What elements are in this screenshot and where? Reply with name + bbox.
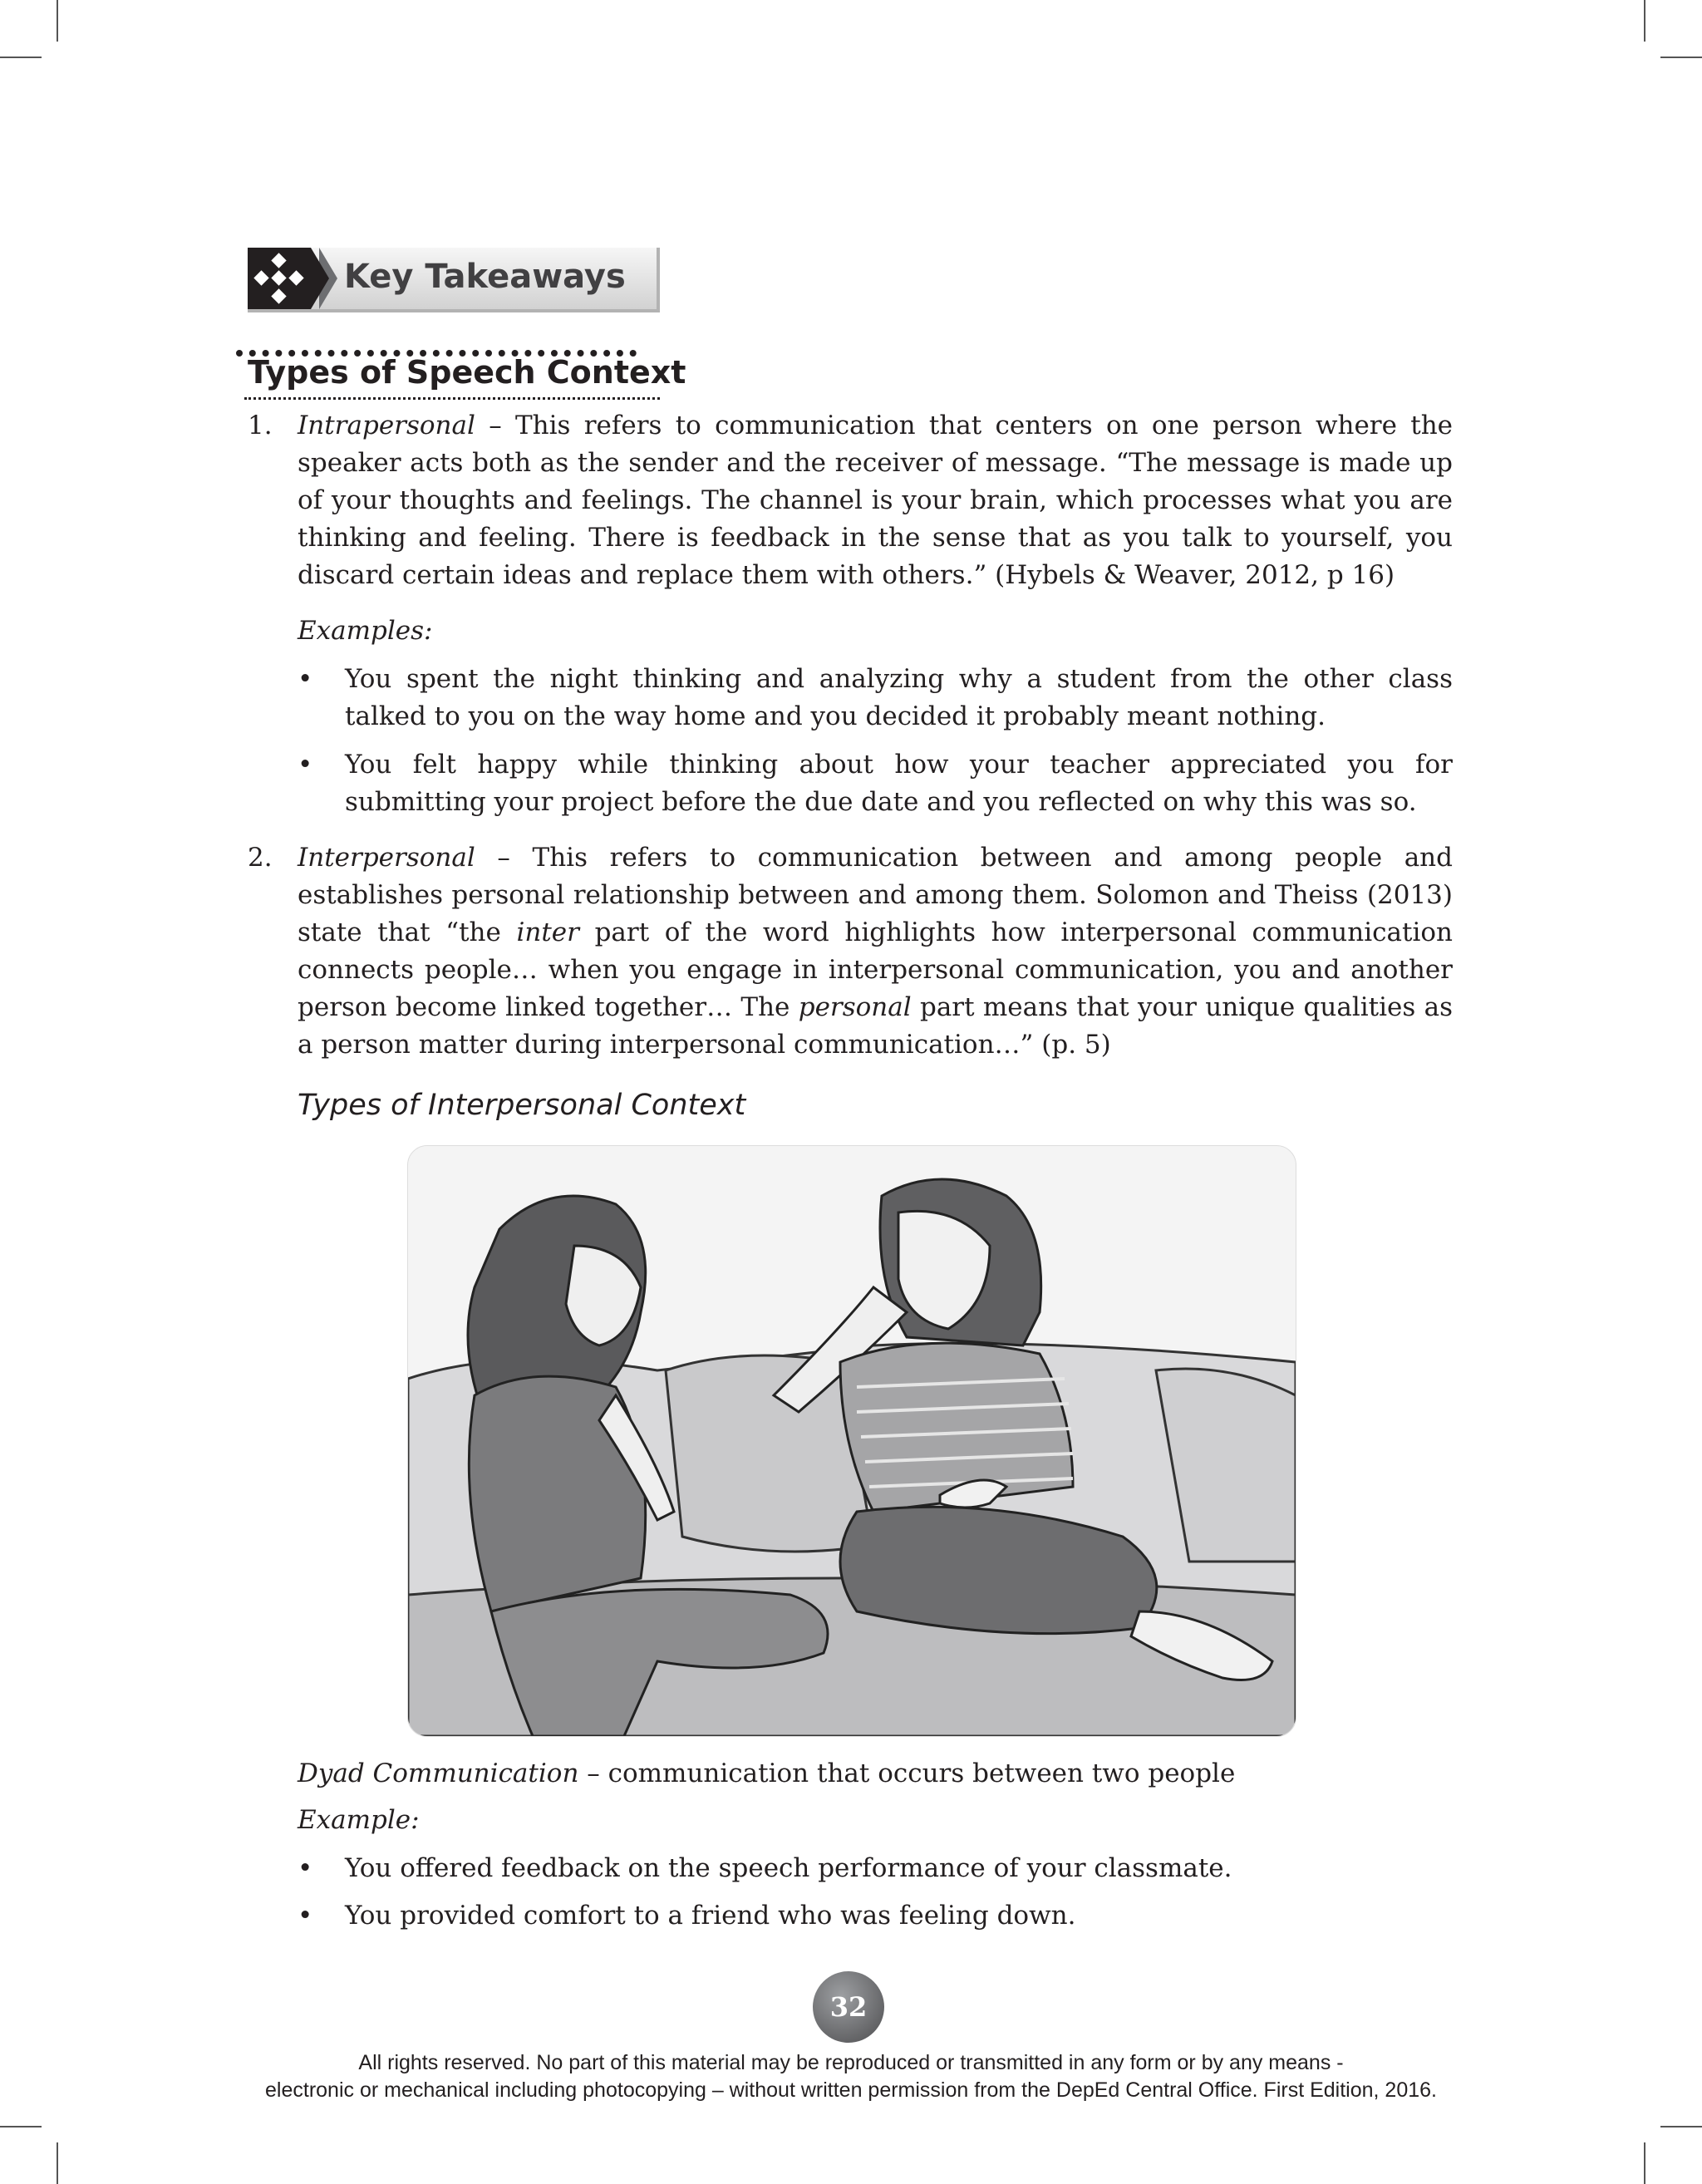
list-number: 2.	[248, 843, 273, 873]
crop-mark	[57, 2142, 58, 2184]
bullet: •	[298, 1853, 313, 1883]
diamond-cluster-icon	[248, 248, 311, 309]
interpersonal-text-b: part of the word highlights how interpersonal communication connects people… when you engage in interpersonal communication, you and another person become linked together… The	[298, 917, 1453, 1022]
subsection-title: Types of Interpersonal Context	[298, 1089, 746, 1122]
crop-mark	[1660, 57, 1702, 58]
example-item: You offered feedback on the speech performance of your classmate.	[345, 1853, 1232, 1883]
term-dyad: Dyad Communication	[298, 1759, 579, 1788]
dyad-definition	[298, 1755, 1453, 1793]
crop-mark	[57, 0, 58, 42]
intrapersonal-text: – This refers to communication that centers on one person where the speaker acts both as the sender and the receiver of message. “The message is made up of your thoughts and feelings. The channel is your brain, which processes what you are thinking and feeling. There is feedback in the sense that as you talk to yourself, you discard certain ideas and replace them with others.” (Hybels & Weaver, 2012, p 16)	[298, 411, 1453, 590]
bullet: •	[298, 1901, 313, 1931]
em-inter: inter	[516, 917, 579, 947]
interpersonal-paragraph	[298, 839, 1453, 1064]
em-personal: personal	[798, 992, 912, 1022]
crop-mark	[1644, 0, 1645, 42]
section-title: Types of Speech Context	[248, 354, 686, 391]
bullet: •	[298, 750, 313, 780]
bullet: •	[298, 664, 313, 694]
chevron-icon	[311, 248, 329, 309]
footer-line: All rights reserved. No part of this material may be reproduced or transmitted in any form or by any means -	[358, 2051, 1344, 2074]
dyad-illustration	[407, 1145, 1296, 1737]
example-label: Example:	[298, 1805, 420, 1835]
dotted-rule	[244, 397, 660, 400]
crop-mark	[1644, 2142, 1645, 2184]
example-item: You provided comfort to a friend who was feeling down.	[345, 1901, 1076, 1931]
intrapersonal-paragraph	[298, 407, 1453, 594]
dyad-text: – communication that occurs between two people	[578, 1759, 1236, 1788]
example-item: You spent the night thinking and analyzing why a student from the other class talked to you on the way home and you decided it probably meant nothing.	[345, 664, 1453, 731]
list-number: 1.	[248, 411, 273, 440]
term-intrapersonal: Intrapersonal	[298, 411, 475, 440]
page-number: 32	[813, 1971, 884, 2043]
badge-label: Key Takeaways	[344, 258, 626, 296]
key-takeaways-badge	[248, 248, 660, 312]
example-item: You felt happy while thinking about how your teacher appreciated you for submitting your project before the due date and you reflected on why this was so.	[345, 750, 1453, 817]
crop-mark	[0, 2126, 42, 2127]
interpersonal-text-a: – This refers to communication between and among people and establishes personal relationship between and among them. Solomon and Theiss (2013) state that “the	[298, 843, 1453, 947]
term-interpersonal: Interpersonal	[298, 843, 475, 873]
interpersonal-text-c: part means that your unique qualities as a person matter during interpersonal communication…” (p. 5)	[298, 992, 1454, 1060]
footer-line: electronic or mechanical including photocopying – without written permission from the DepEd Central Office. First Edition, 2016.	[265, 2078, 1437, 2102]
crop-mark	[0, 57, 42, 58]
examples-label: Examples:	[298, 616, 433, 646]
crop-mark	[1660, 2126, 1702, 2127]
